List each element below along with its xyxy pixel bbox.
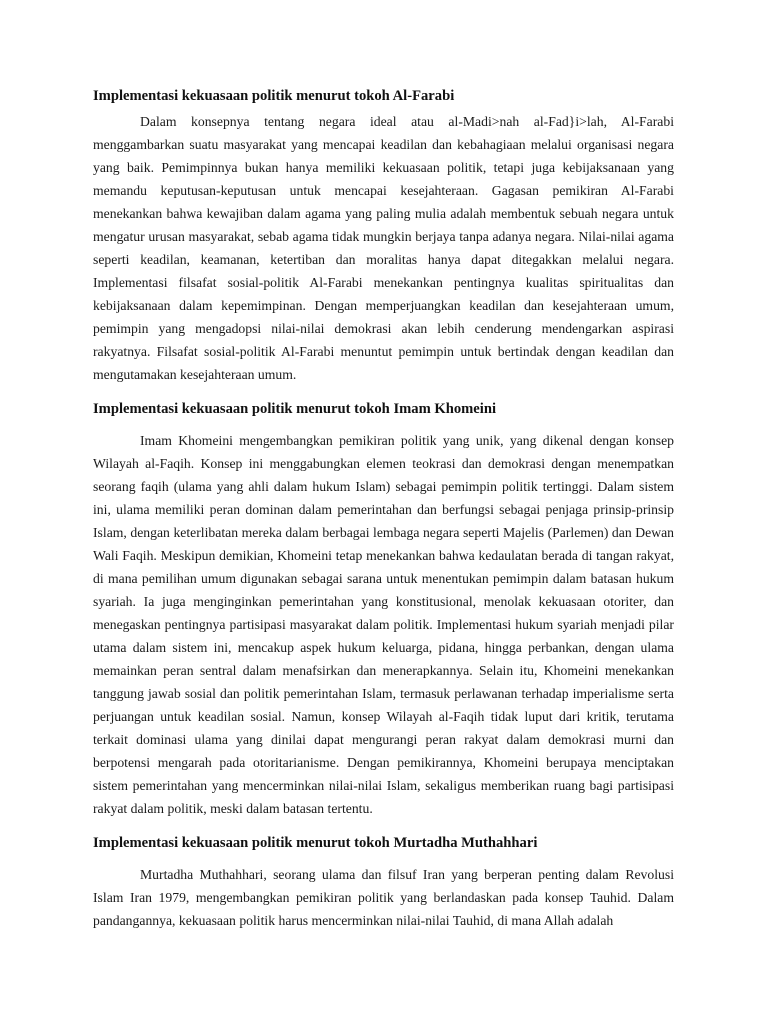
document-page — [93, 86, 674, 932]
section-paragraph-murtadha-muthahhari: Murtadha Muthahhari, seorang ulama dan filsuf Iran yang berperan penting dalam Revolusi Islam Iran 1979, mengembangkan pemikiran politik yang berlandaskan pada konsep Tauhid. Dalam pandangannya, kekuasaan politik harus mencerminkan nilai-nilai Tauhid, di mana Allah adalah — [93, 867, 674, 928]
section-paragraph-al-farabi: Dalam konsepnya tentang negara ideal atau al-Madi>nah al-Fad}i>lah, Al-Farabi menggambarkan suatu masyarakat yang mencapai keadilan dan kebahagiaan melalui organisasi negara yang baik. Pemimpinnya bukan hanya memiliki kekuasaan politik, tetapi juga kebijaksanaan yang memandu keputusan-keputusan untuk mencapai kesejahteraan. Gagasan pemikiran Al-Farabi menekankan bahwa kewajiban dalam agama yang paling mulia adalah membentuk sebuah negara untuk mengatur urusan masyarakat, sebab agama tidak mungkin berjaya tanpa adanya negara. Nilai-nilai agama seperti keadilan, keamanan, ketertiban dan moralitas hanya dapat ditegakkan melalui negara. Implementasi filsafat sosial-politik Al-Farabi menekankan pentingnya kualitas spiritualitas dan kebijaksanaan dalam kepemimpinan. Dengan memperjuangkan keadilan dan kesejahteraan umum, pemimpin yang mengadopsi nilai-nilai demokrasi akan lebih cenderung mendengarkan aspirasi rakyatnya. Filsafat sosial-politik Al-Farabi menuntut pemimpin untuk bertindak dengan keadilan dan mengutamakan kesejahteraan umum. — [93, 114, 674, 382]
section-heading-murtadha-muthahhari: Implementasi kekuasaan politik menurut tokoh Murtadha Muthahhari — [93, 835, 538, 851]
section-paragraph-imam-khomeini: Imam Khomeini mengembangkan pemikiran politik yang unik, yang dikenal dengan konsep Wilayah al-Faqih. Konsep ini menggabungkan elemen teokrasi dan demokrasi dengan menempatkan seorang faqih (ulama yang ahli dalam hukum Islam) sebagai pemimpin politik tertinggi. Dalam sistem ini, ulama memiliki peran dominan dalam pemerintahan dan berfungsi sebagai penjaga prinsip-prinsip Islam, dengan keterlibatan mereka dalam berbagai lembaga negara seperti Majelis (Parlemen) dan Dewan Wali Faqih. Meskipun demikian, Khomeini tetap menekankan bahwa kedaulatan berada di tangan rakyat, di mana pemilihan umum digunakan sebagai sarana untuk menentukan pemimpin dalam batasan hukum syariah. Ia juga menginginkan pemerintahan yang konstitusional, menolak kekuasaan otoriter, dan menegaskan pentingnya partisipasi masyarakat dalam politik. Implementasi hukum syariah menjadi pilar utama dalam sistem ini, mencakup aspek hukum keluarga, pidana, hingga perbankan, dengan ulama memainkan peran sentral dalam menafsirkan dan menerapkannya. Selain itu, Khomeini menekankan tanggung jawab sosial dan politik pemerintahan Islam, termasuk perlawanan terhadap imperialisme serta perjuangan untuk keadilan sosial. Namun, konsep Wilayah al-Faqih tidak luput dari kritik, terutama terkait dominasi ulama yang dinilai dapat mengurangi peran rakyat dalam demokrasi murni dan berpotensi mengarah pada otoritarianisme. Dengan pemikirannya, Khomeini berupaya menciptakan sistem pemerintahan yang mencerminkan nilai-nilai Islam, sekaligus memberikan ruang bagi partisipasi rakyat dalam politik, meski dalam batasan tertentu. — [93, 433, 674, 816]
section-heading-imam-khomeini: Implementasi kekuasaan politik menurut tokoh Imam Khomeini — [93, 401, 497, 417]
section-heading-al-farabi: Implementasi kekuasaan politik menurut tokoh Al-Farabi — [93, 88, 455, 104]
